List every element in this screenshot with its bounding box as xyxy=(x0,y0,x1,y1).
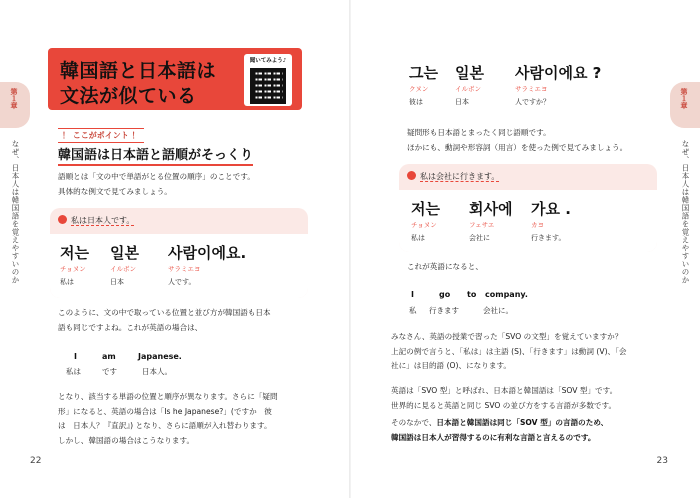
example-box xyxy=(50,208,308,298)
korean-word: 사람이에요. サラミエヨ 人です。 xyxy=(168,244,247,286)
english-gloss: 私 xyxy=(409,306,417,315)
example-bullet-icon xyxy=(58,215,67,224)
side-running-title: なぜ、日本人は韓国語を覚えやすいのか xyxy=(11,140,20,284)
paragraph-4: 英語は「SVO 型」と呼ばれ、日本語と韓国語は「SOV 型」です。 世界的に見ると英語と同じ SVO の並び方をする言語が多数です。 xyxy=(391,386,618,410)
paragraph-2: これが英語になると、 xyxy=(407,262,483,271)
example-heading: 私は日本人です。 xyxy=(58,215,134,226)
korean-word: 가요 . カヨ 行きます。 xyxy=(531,200,571,242)
chapter-tab: 第１章 xyxy=(0,82,30,128)
example-heading: 私は会社に行きます。 xyxy=(407,171,499,182)
chapter-tab: 第１章 xyxy=(670,82,700,128)
section-title-line1: 韓国語と日本語は xyxy=(60,60,217,82)
paragraph-1: 疑問形も日本語とまったく同じ語順です。 ほかにも、動詞や形容詞（用言）を使った例で見てみましょう。 xyxy=(407,128,628,152)
side-running-title: なぜ、日本人は韓国語を覚えやすいのか xyxy=(681,140,690,284)
english-gloss: 会社に。 xyxy=(483,306,513,315)
section-title-line2: 文法が似ている xyxy=(60,85,197,107)
english-word: Japanese. xyxy=(138,352,182,361)
paragraph-2: このように、文の中で取っている位置と並び方が韓国語も日本 語も同じですよね。これが英語の場合は、 xyxy=(58,308,271,332)
english-gloss: 日本人。 xyxy=(142,367,172,376)
english-word: to xyxy=(467,290,477,299)
english-word: am xyxy=(102,352,116,361)
english-gloss: 私は xyxy=(66,367,81,376)
page-right xyxy=(351,0,700,498)
qr-label: 聞いてみよう♪ xyxy=(246,56,290,66)
korean-word: 일본 イルボン 日本 xyxy=(110,244,139,286)
english-gloss: 行きます xyxy=(429,306,459,315)
example-box xyxy=(399,164,657,252)
korean-word: 저는 チョヌン 私は xyxy=(60,244,89,286)
paragraph-3: みなさん、英語の授業で習った「SVO の文型」を覚えていますか？ 上記の例で言うと、「私は」は主語 (S)、「行きます」は動詞 (V)、「会 社に」は目的語 (O)、になります。 xyxy=(391,332,627,370)
section-title-box xyxy=(48,48,302,110)
audio-qr-box[interactable] xyxy=(244,54,292,106)
point-title: 韓国語は日本語と語順がそっくり xyxy=(58,144,253,166)
korean-word: 그는 クヌン 彼は xyxy=(409,64,438,106)
english-word: I xyxy=(74,352,77,361)
english-word: company. xyxy=(485,290,528,299)
english-word: go xyxy=(439,290,451,299)
korean-word: 저는 チョヌン 私は xyxy=(411,200,440,242)
example-bullet-icon xyxy=(407,171,416,180)
page-number: 22 xyxy=(30,456,42,466)
english-word: I xyxy=(411,290,414,299)
korean-word: 회사에 フェサエ 会社に xyxy=(469,200,513,242)
point-label: ！ ここがポイント ！ xyxy=(58,128,144,143)
paragraph-5: そのなかで、日本語と韓国語は同じ「SOV 型」の言語のため、 韓国語は日本人が習得するのに有利な言語と言えるのです。 xyxy=(391,418,609,442)
page-left xyxy=(0,0,349,498)
question-example-box xyxy=(399,48,657,118)
paragraph-3: となり、該当する単語の位置と順序が異なります。さらに「疑問 形」になると、英語の場合は「Is he Japanese?」(ですか 彼 は 日本人？『直訳』) となり、さらに語順が入れ替わります。 しかし、韓国語の場合はこうなります。 xyxy=(58,392,278,445)
english-gloss: です xyxy=(102,367,117,376)
qr-code-icon xyxy=(250,68,286,104)
korean-word: 사람이에요 ? サラミエヨ 人ですか？ xyxy=(515,64,602,106)
page-number: 23 xyxy=(656,456,668,466)
korean-word: 일본 イルボン 日本 xyxy=(455,64,484,106)
intro-paragraph: 語順とは「文の中で単語がとる位置の順序」のことです。 具体的な例文で見てみましょう。 xyxy=(58,172,255,196)
